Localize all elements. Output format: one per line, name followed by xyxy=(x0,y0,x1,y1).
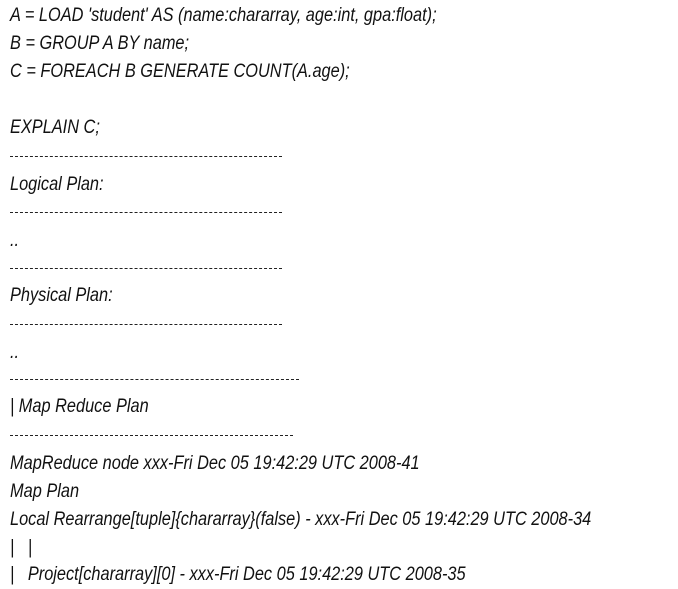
physical-plan-heading: Physical Plan: xyxy=(10,285,113,306)
separator-rule xyxy=(10,435,293,436)
code-line-group: B = GROUP A BY name; xyxy=(10,33,190,54)
mapreduce-node-line: MapReduce node xxx-Fri Dec 05 19:42:29 UTC 2008-41 xyxy=(10,453,420,474)
separator-rule xyxy=(10,324,282,325)
separator-rule xyxy=(10,212,282,213)
local-rearrange-line: Local Rearrange[tuple]{chararray}(false) - xxx-Fri Dec 05 19:42:29 UTC 2008-34 xyxy=(10,509,592,530)
separator-rule xyxy=(10,379,299,380)
separator-rule xyxy=(10,156,282,157)
code-line-load: A = LOAD 'student' AS (name:chararray, age:int, gpa:float); xyxy=(10,5,437,26)
code-line-explain: EXPLAIN C; xyxy=(10,117,100,138)
logical-plan-ellipsis: .. xyxy=(10,230,20,251)
logical-plan-heading: Logical Plan: xyxy=(10,174,104,195)
physical-plan-ellipsis: .. xyxy=(10,342,20,363)
map-reduce-plan-heading: | Map Reduce Plan xyxy=(10,396,149,417)
project-line: | Project[chararray][0] - xxx-Fri Dec 05 19:42:29 UTC 2008-35 xyxy=(10,564,466,585)
code-line-foreach: C = FOREACH B GENERATE COUNT(A.age); xyxy=(10,61,350,82)
separator-rule xyxy=(10,268,282,269)
map-plan-line: Map Plan xyxy=(10,481,80,502)
tree-connector-line: | | xyxy=(10,537,33,558)
